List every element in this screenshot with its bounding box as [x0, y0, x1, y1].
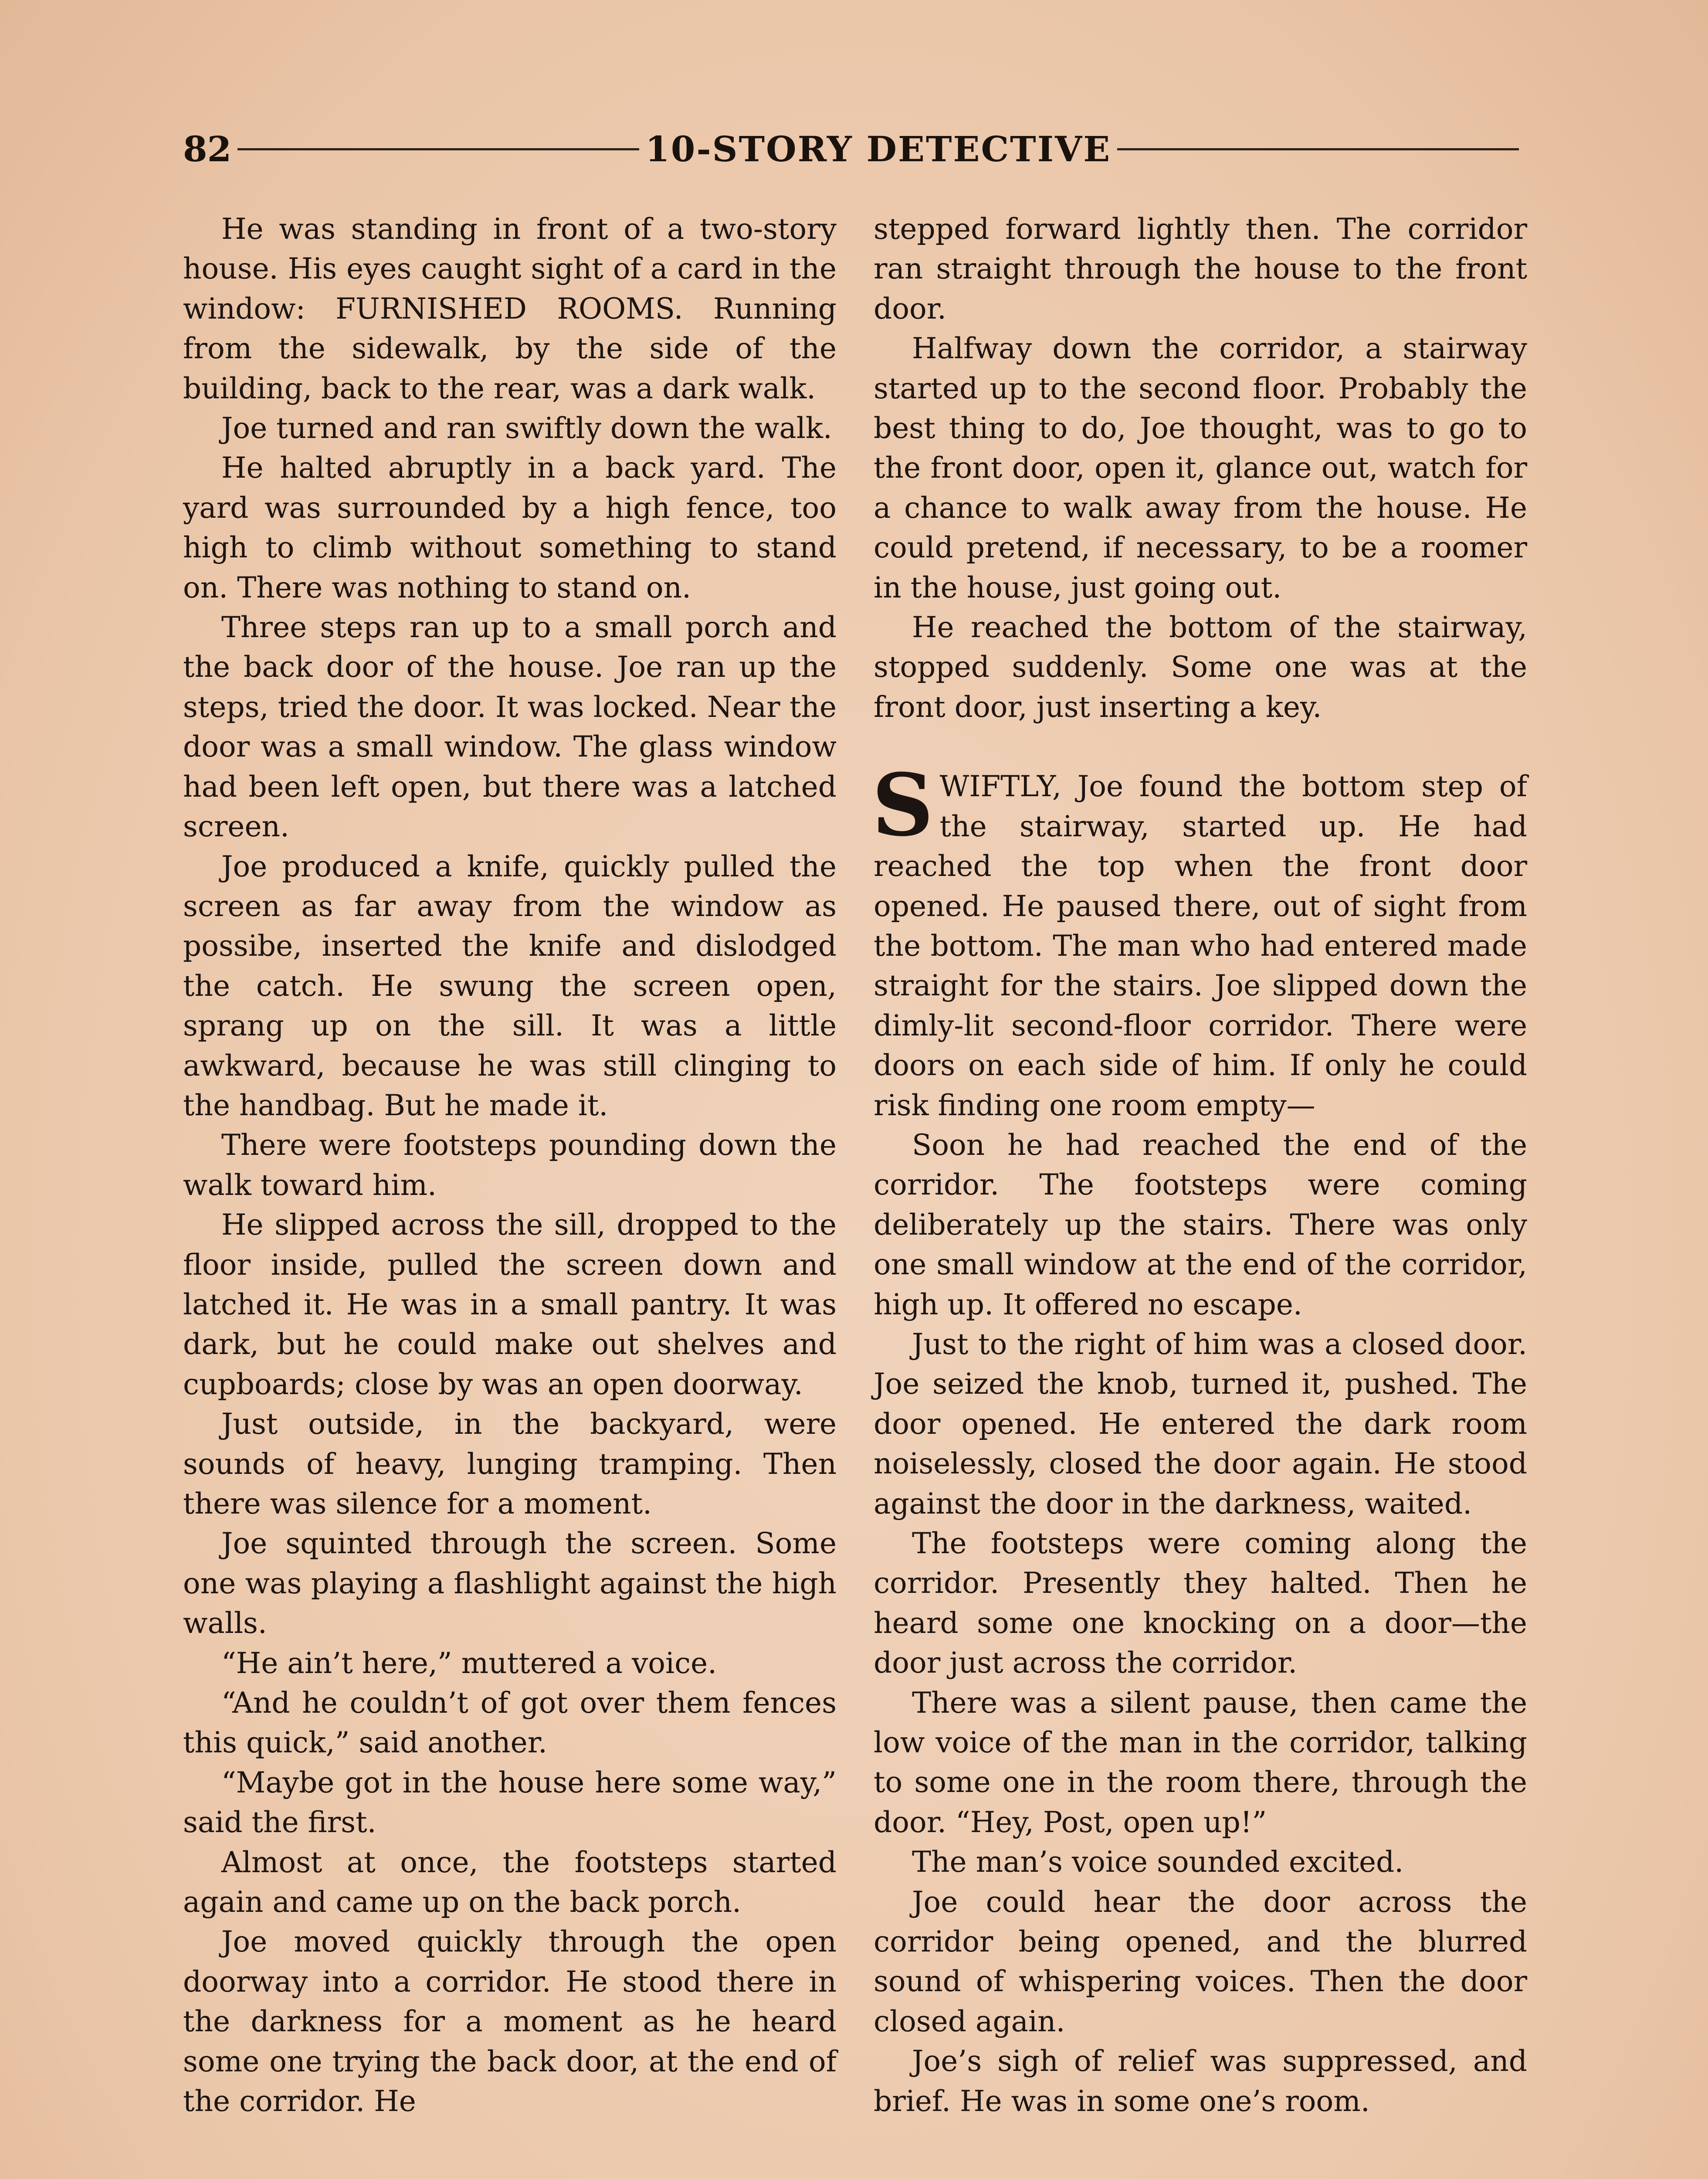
paragraph: Three steps ran up to a small porch and the back door of the house. Joe ran up the steps, tried the door. It was locked. Near the door was a small window. The glass window had been left open, but there was a latched screen.: [183, 611, 837, 844]
paragraph: There were footsteps pounding down the walk toward him.: [183, 1128, 837, 1202]
header-rule-right: [1117, 148, 1519, 150]
page-header: [183, 123, 1525, 175]
paragraph: stepped forward lightly then. The corridor ran straight through the house to the front door.: [874, 212, 1527, 326]
paragraph: He slipped across the sill, dropped to the floor inside, pulled the screen down and latched it. He was in a small pantry. It was dark, but he could make out shelves and cupboards; close by was an open doorway.: [183, 1208, 837, 1401]
paragraph: There was a silent pause, then came the low voice of the man in the corridor, talking to some one in the room there, through the door. “Hey, Post, open up!”: [874, 1686, 1527, 1839]
dropcap-text: WIFTLY, Joe found the bottom step of the stairway, started up. He had reached the top when the front door opened. He paused there, out of sight from the bottom. The man who had entered made straight for the stairs. Joe slipped down the dimly-lit second-floor corridor. There were doors on each side of him. If only he could risk finding one room empty—: [874, 770, 1527, 1122]
paragraph: He reached the bottom of the stairway, stopped suddenly. Some one was at the front door, just inserting a key.: [874, 611, 1527, 724]
paragraph: Soon he had reached the end of the corridor. The footsteps were coming deliberately up the stairs. There was only one small window at the end of the corridor, high up. It offered no escape.: [874, 1128, 1527, 1321]
right-column: [874, 209, 1527, 2121]
paragraph: Almost at once, the footsteps started again and came up on the back porch.: [183, 1845, 837, 1919]
paragraph: He was standing in front of a two-story house. His eyes caught sight of a card in the window: FURNISHED ROOMS. Running from the sidewalk, by the side of the building, back to the rear, was a dark walk.: [183, 212, 837, 405]
paragraph: Joe moved quickly through the open doorway into a corridor. He stood there in the darkness for a moment as he heard some one trying the back door, at the end of the corridor. He: [183, 1925, 837, 2118]
page-number: 82: [183, 129, 232, 170]
dropcap-paragraph: [872, 755, 1527, 1125]
paragraph: Joe squinted through the screen. Some one was playing a flashlight against the high walls.: [183, 1527, 837, 1640]
header-rule-left: [237, 148, 639, 150]
drop-cap: S: [872, 755, 934, 856]
paragraph: Joe turned and ran swiftly down the walk.: [221, 411, 832, 445]
left-column: [183, 209, 837, 2121]
paragraph: Just outside, in the backyard, were sounds of heavy, lunging tramping. Then there was silence for a moment.: [183, 1407, 837, 1521]
paragraph: He halted abruptly in a back yard. The yard was surrounded by a high fence, too high to climb without something to stand on. There was nothing to stand on.: [183, 451, 837, 604]
paragraph: The footsteps were coming along the corridor. Presently they halted. Then he heard some one knocking on a door—the door just across the corridor.: [874, 1527, 1527, 1680]
paragraph: Joe could hear the door across the corridor being opened, and the blurred sound of whispering voices. Then the door closed again.: [874, 1885, 1527, 2038]
paragraph: “He ain’t here,” muttered a voice.: [221, 1646, 717, 1680]
paragraph: The man’s voice sounded excited.: [912, 1845, 1404, 1879]
paragraph: “And he couldn’t of got over them fences this quick,” said another.: [183, 1686, 837, 1760]
paragraph: Joe’s sigh of relief was suppressed, and brief. He was in some one’s room.: [874, 2044, 1527, 2118]
paragraph: Just to the right of him was a closed door. Joe seized the knob, turned it, pushed. The door opened. He entered the dark room noiselessly, closed the door again. He stood against the door in the darkness, waited.: [874, 1327, 1527, 1521]
paragraph: Halfway down the corridor, a stairway started up to the second floor. Probably the best thing to do, Joe thought, was to go to the front door, open it, glance out, watch for a chance to walk away from the house. He could pretend, if necessary, to be a roomer in the house, just going out.: [874, 332, 1527, 604]
magazine-title: 10-STORY DETECTIVE: [645, 129, 1112, 170]
paragraph: Joe produced a knife, quickly pulled the screen as far away from the window as possibe, inserted the knife and dislodged the catch. He swung the screen open, sprang up on the sill. It was a little awkward, because he was still clinging to the handbag. But he made it.: [183, 849, 837, 1122]
paragraph: “Maybe got in the house here some way,” said the first.: [183, 1765, 837, 1840]
